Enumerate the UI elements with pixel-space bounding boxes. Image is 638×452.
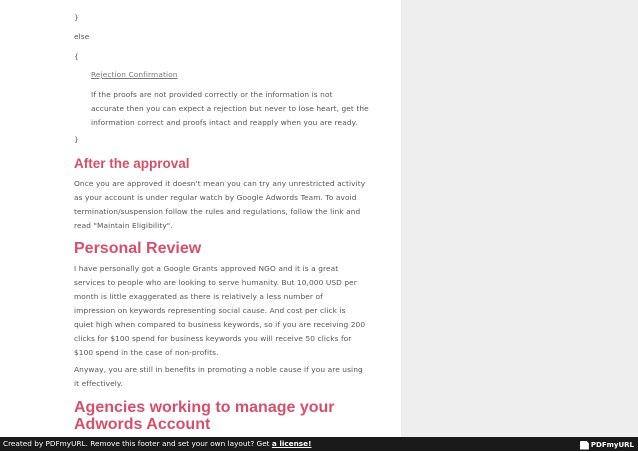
heading-agencies: Agencies working to manage your (74, 399, 335, 416)
paragraph-line: I have personally got a Google Grants approved NGO and it is a great (74, 264, 339, 273)
paragraph-line: impression on keywords representing social cause. And cost per click is (74, 306, 346, 315)
pdfmyurl-logo[interactable] (580, 438, 634, 452)
code-brace-close: } (74, 13, 79, 22)
heading-agencies: Adwords Account (74, 416, 211, 433)
sidebar (401, 0, 638, 437)
paragraph-line: month is little exaggerated as there is relatively a less number of (74, 292, 323, 301)
footer-text-wrap (3, 437, 311, 451)
logo-text: PDFmyURL (590, 441, 634, 449)
paragraph-line: read "Maintain Eligibility". (74, 221, 173, 230)
paragraph-line: Once you are approved it doesn't mean you can try any unrestricted activity (74, 179, 366, 188)
paragraph-line: $100 spend in the case of non-profits. (74, 348, 219, 357)
heading-personal-review: Personal Review (74, 240, 202, 257)
code-brace-close: } (74, 135, 79, 144)
paragraph-line: quiet high when compared to business keywords, so if you are receiving 200 (74, 320, 366, 329)
paragraph-line: clicks for $100 spend for business keywords you will receive 50 clicks for (74, 334, 352, 343)
heading-after-approval: After the approval (74, 156, 190, 171)
code-block-line: If the proofs are not provided correctly or the information is not (91, 90, 333, 99)
pdf-footer (0, 437, 638, 451)
code-brace-open: { (74, 52, 79, 61)
paragraph-line: Anyway, you are still in benefits in promoting a noble cause if you are using (74, 365, 363, 374)
paragraph-line: as your account is under regular watch by Google Adwords Team. To avoid (74, 193, 357, 202)
paragraph-line: termination/suspension follow the rules and regulations, follow the link and (74, 207, 361, 216)
pdf-page-icon (580, 441, 589, 450)
rejection-confirmation-link[interactable]: Rejection Confirmation (91, 70, 178, 79)
footer-text: Created by PDFmyURL. Remove this footer and set your own layout? Get (3, 439, 272, 448)
code-block-line: information correct and proofs intact and reapply when you are ready. (91, 118, 358, 127)
paragraph-line: it effectively. (74, 379, 123, 388)
paragraph-line: services to people who are looking to serve humanity. But 10,000 USD per (74, 278, 357, 287)
footer-license-link[interactable]: a license! (271, 439, 312, 448)
code-block-line: accurate then you can expect a rejection but never to lose heart, get the (91, 104, 369, 113)
code-else: else (74, 32, 90, 41)
